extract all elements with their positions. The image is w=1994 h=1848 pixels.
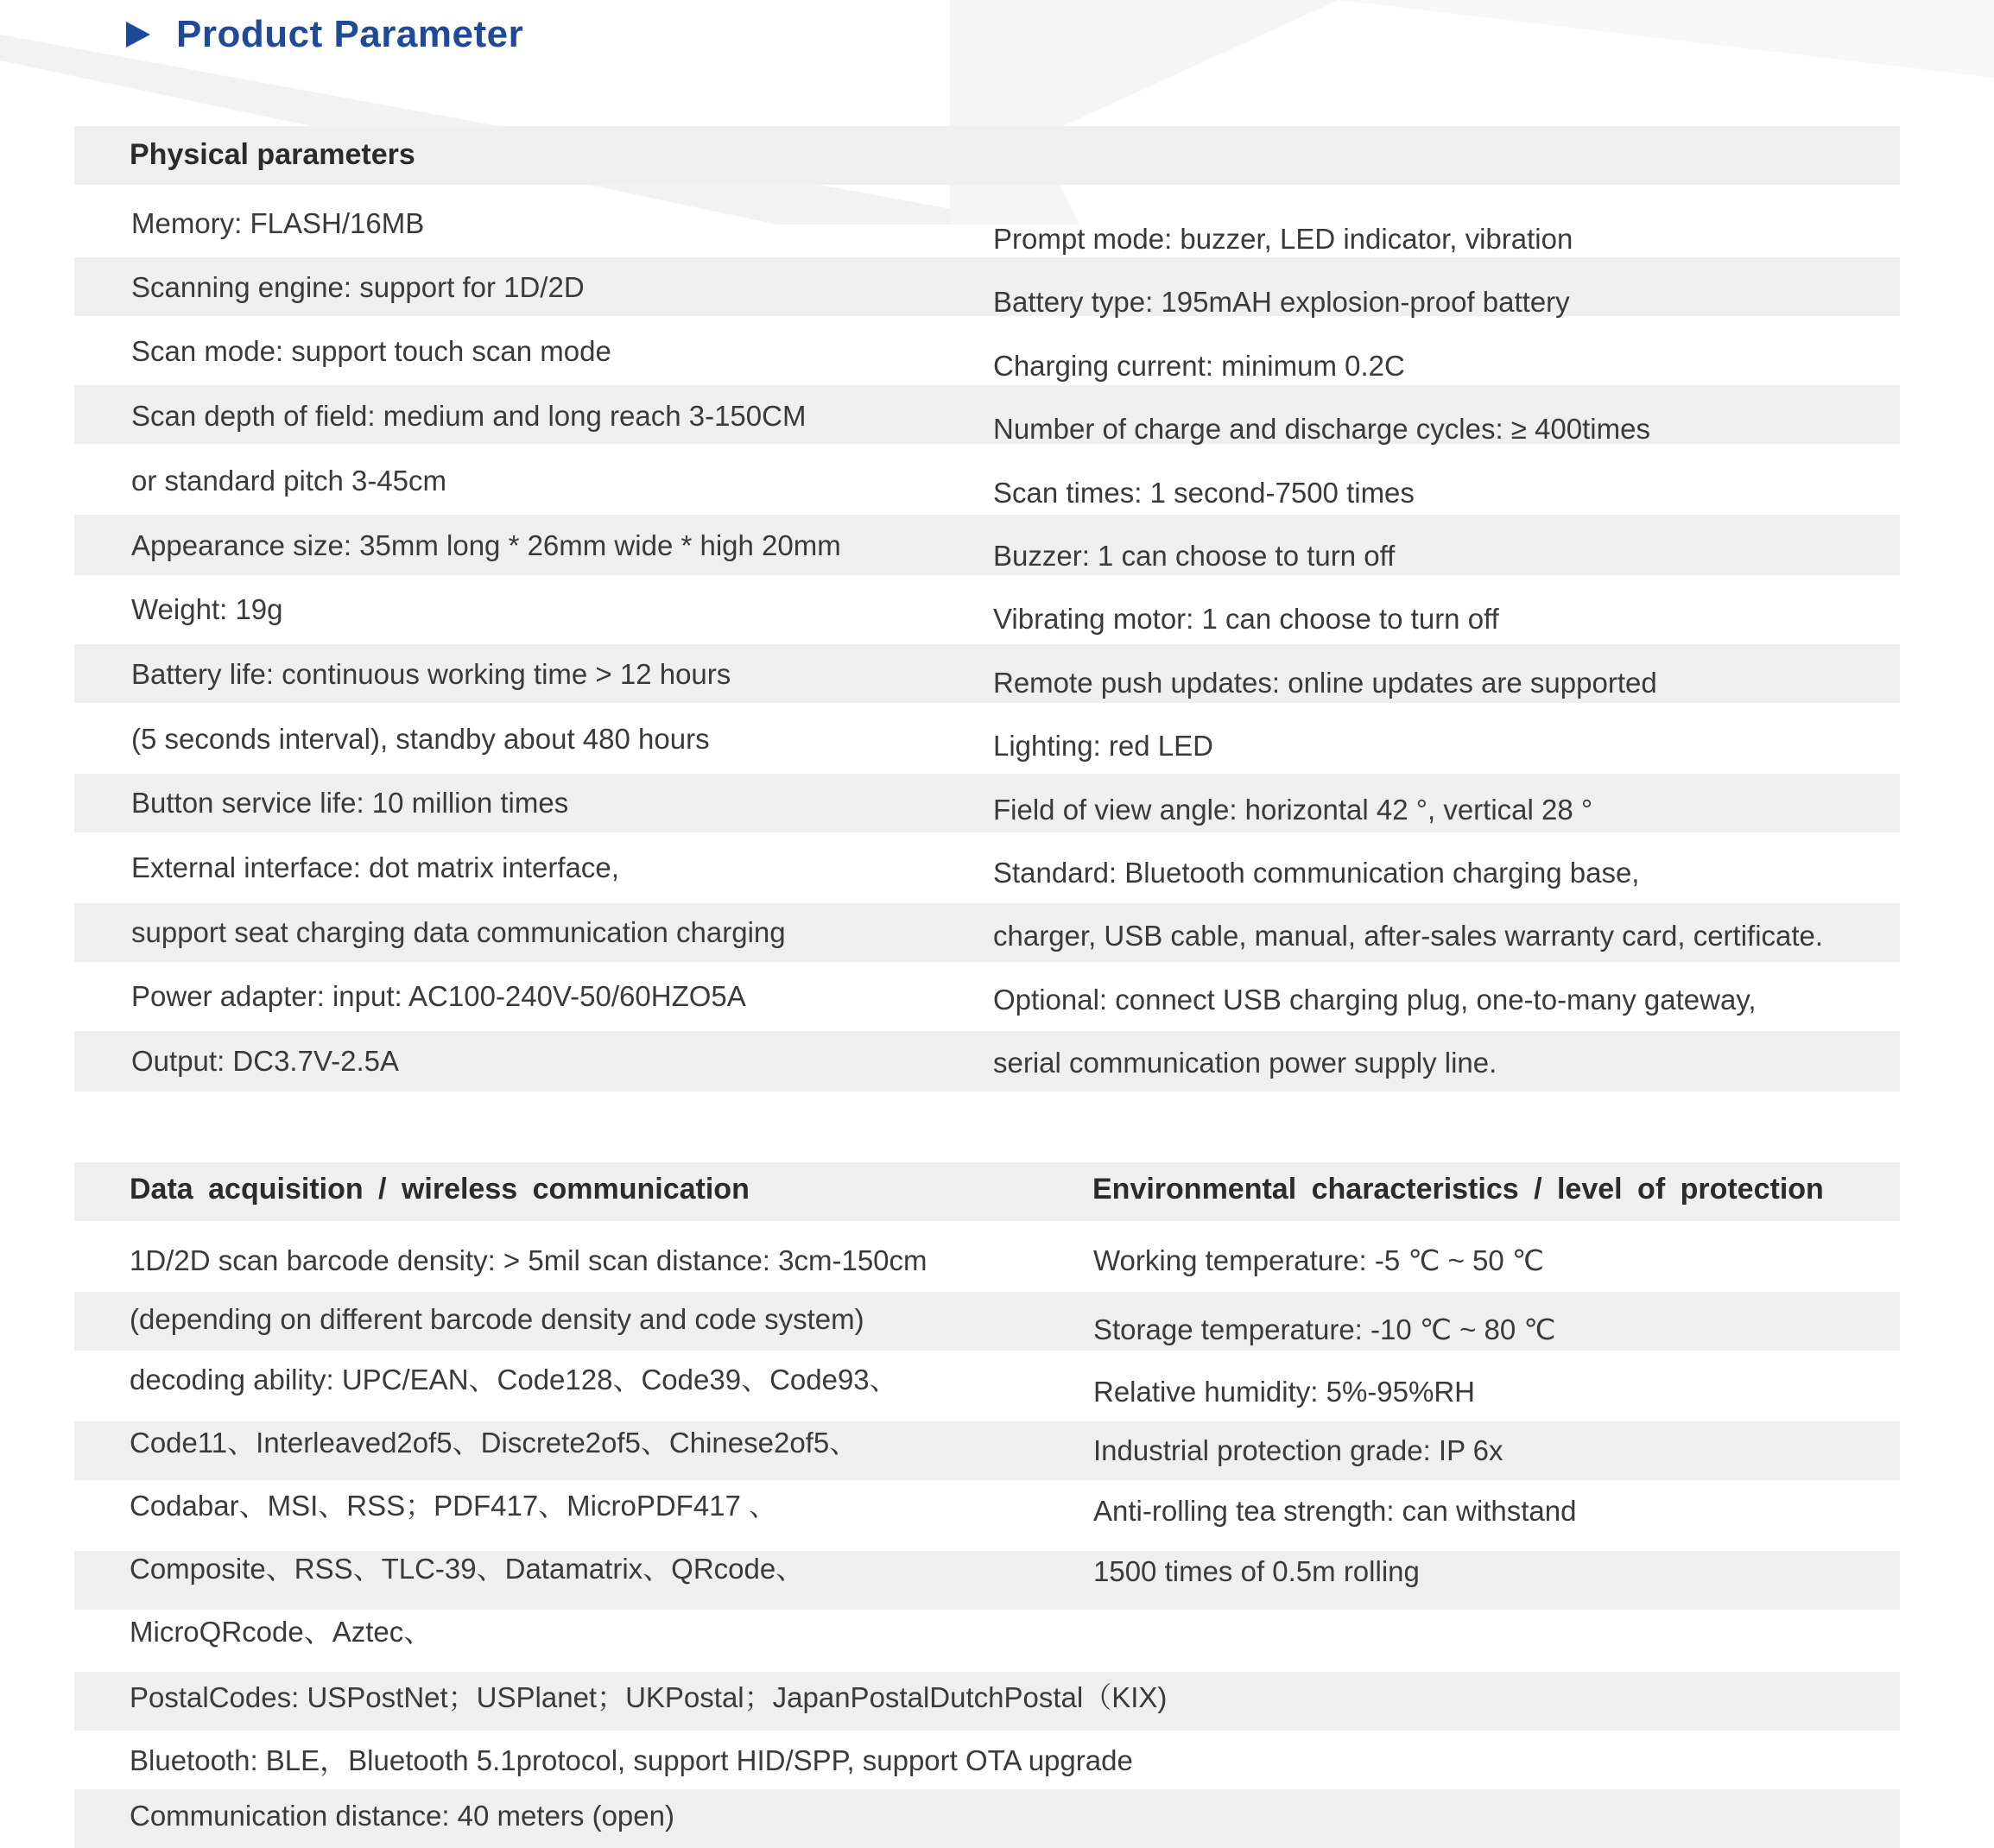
physical-left-item: Power adapter: input: AC100-240V-50/60HZO5A [131, 980, 746, 1012]
physical-left-item: Button service life: 10 million times [131, 787, 569, 819]
data-acquisition-item: Bluetooth: BLE，Bluetooth 5.1protocol, support HID/SPP, support OTA upgrade [130, 1744, 1133, 1776]
physical-left-item: Output: DC3.7V-2.5A [131, 1045, 400, 1077]
physical-left-item: Scanning engine: support for 1D/2D [131, 271, 585, 303]
environmental-title: Environmental characteristics / level of protection [1092, 1173, 1824, 1206]
physical-left-item: support seat charging data communication charging [131, 916, 786, 948]
physical-right-item: Optional: connect USB charging plug, one-to-many gateway, [993, 984, 1757, 1016]
physical-right-item: Remote push updates: online updates are supported [993, 667, 1657, 699]
physical-left-item: Battery life: continuous working time > 12 hours [131, 658, 731, 690]
physical-left-item: (5 seconds interval), standby about 480 hours [131, 723, 710, 755]
environmental-item: Storage temperature: -10 ℃ ~ 80 ℃ [1093, 1313, 1556, 1345]
physical-right-item: charger, USB cable, manual, after-sales warranty card, certificate. [993, 920, 1824, 952]
physical-right-item: Lighting: red LED [993, 730, 1213, 762]
physical-right-item: Field of view angle: horizontal 42 °, vertical 28 ° [993, 794, 1593, 826]
environmental-item: Industrial protection grade: IP 6x [1093, 1434, 1503, 1466]
data-acquisition-item: Communication distance: 40 meters (open) [130, 1800, 674, 1832]
page-title: Product Parameter [176, 13, 524, 55]
physical-right-item: Number of charge and discharge cycles: ≥ 400times [993, 413, 1650, 445]
physical-parameters-title: Physical parameters [130, 138, 415, 171]
physical-left-item: Scan depth of field: medium and long reach 3-150CM [131, 400, 807, 432]
physical-right-item: Buzzer: 1 can choose to turn off [993, 540, 1396, 572]
data-acquisition-item: Composite、RSS、TLC-39、Datamatrix、QRcode、 [130, 1553, 805, 1585]
data-acquisition-item: PostalCodes: USPostNet；USPlanet；UKPostal；JapanPostalDutchPostal（KIX) [130, 1681, 1168, 1713]
physical-right-item: serial communication power supply line. [993, 1047, 1497, 1079]
environmental-item: 1500 times of 0.5m rolling [1093, 1555, 1420, 1587]
section-heading [126, 9, 523, 60]
physical-left-item: Weight: 19g [131, 593, 283, 625]
environmental-item: Relative humidity: 5%-95%RH [1093, 1376, 1476, 1408]
physical-right-item: Charging current: minimum 0.2C [993, 350, 1405, 382]
environmental-item: Working temperature: -5 ℃ ~ 50 ℃ [1093, 1244, 1544, 1276]
data-acquisition-item: Code11、Interleaved2of5、Discrete2of5、Chinese2of5、 [130, 1427, 858, 1459]
physical-right-item: Battery type: 195mAH explosion-proof battery [993, 286, 1570, 318]
data-acquisition-item: MicroQRcode、Aztec、 [130, 1616, 433, 1648]
data-acquisition-item: decoding ability: UPC/EAN、Code128、Code39、Code93、 [130, 1364, 898, 1395]
data-acquisition-title: Data acquisition / wireless communication [130, 1173, 750, 1206]
triangle-bullet-icon [126, 22, 150, 47]
environmental-item: Anti-rolling tea strength: can withstand [1093, 1495, 1577, 1527]
data-acquisition-item: (depending on different barcode density and code system) [130, 1303, 864, 1335]
physical-left-item: External interface: dot matrix interface, [131, 851, 619, 883]
data-acquisition-item: 1D/2D scan barcode density: > 5mil scan distance: 3cm-150cm [130, 1244, 927, 1276]
physical-left-item: Scan mode: support touch scan mode [131, 335, 611, 367]
physical-left-item: or standard pitch 3-45cm [131, 465, 447, 497]
physical-right-item: Vibrating motor: 1 can choose to turn off [993, 603, 1499, 635]
physical-left-item: Memory: FLASH/16MB [131, 207, 425, 239]
physical-right-item: Prompt mode: buzzer, LED indicator, vibration [993, 223, 1573, 255]
data-acquisition-item: Codabar、MSI、RSS；PDF417、MicroPDF417 、 [130, 1490, 778, 1522]
physical-right-item: Scan times: 1 second-7500 times [993, 477, 1415, 509]
physical-right-item: Standard: Bluetooth communication charging base, [993, 857, 1640, 889]
physical-left-item: Appearance size: 35mm long * 26mm wide * high 20mm [131, 529, 841, 561]
